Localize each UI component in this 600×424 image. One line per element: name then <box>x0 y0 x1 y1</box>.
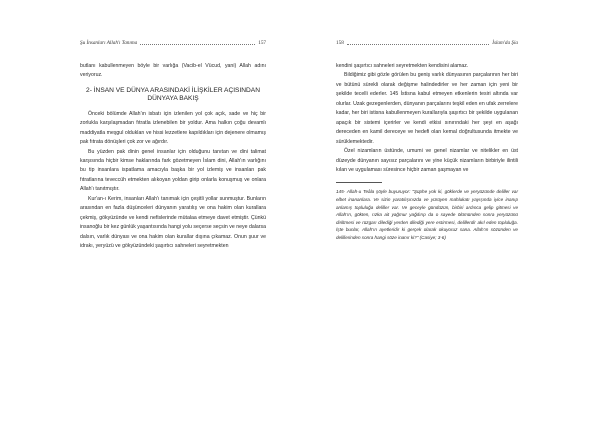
right-paragraph: Özel nizamların üstünde, umumi ve genel nizamlar ve nitelikler en üst düzeyde dünyanın sayısız parçalarını ve yine küçük nizamların birbiriyle ilintili kılan ve uygulaması süresince hiçbir zaman şaşmayan ve <box>336 148 518 173</box>
right-running-head <box>336 40 518 46</box>
left-page-number: 157 <box>258 40 266 46</box>
right-paragraph-continued: kendini şaşırtıcı sahneleri seyretmekten kendisini alamaz. <box>336 63 469 69</box>
left-running-head-title: Şu İnsanları Allah'ı Tanıma <box>80 40 138 46</box>
footnote-divider <box>336 182 382 183</box>
right-page-number: 158 <box>336 40 344 46</box>
left-paragraph: Bu yüzden pak dinin genel insanlar için olduğunu tanıtan ve dini talimat karşısında hiçbir kimse haklarında fark gözetmeyen İslam dini, Allah'ın varlığını bu tip insanlara ispatlama amacıyla başka bir yol izlemiş ve insanları pak fıtratlarına teveccüh etmekten alıkoyan yoldan girip onlarla konuşmuş ve onlara Allah'ı tanıtmıştır. <box>80 148 266 193</box>
footnote: 145- Allah-u Teâla şöyle buyuruyor: "Şüphe yok ki, göklerde ve yeryüzünde deliller var elbet inananlara. Ve sizin yaratılışınızda ve yürüyen mahlukatı yayışında iyice inanıp anlamış topluluğa deliller var. Ve geceyle gündüzün, birbiri ardınca gelip gitmesi ve Allah'ın, gökten, rızka ait yağmur yağdırıp da o sayede ölümünden sonra yeryüzünü diriltmesi ve rüzgarı dilediği yerden dilediği yere estirmesi, delillerdir akıl eden topluluğa. İşte bunlar, Allah'ın ayetleridir ki gerçek olarak okuyoruz sana. Allah'ın sözünden ve delillerinden sonra hangi söze inanır ki?" (Casiye; 3-6) <box>336 189 518 240</box>
left-running-head <box>80 40 266 46</box>
section-heading: 2- İNSAN VE DÜNYA ARASINDAKİ İLİŞKİLER AÇISINDAN DÜNYAYA BAKIŞ <box>86 86 260 103</box>
leader-dots <box>347 41 489 45</box>
left-paragraph: Önceki bölümde Allah'ın isbatı için izlenilen yol çok açık, sade ve hiç bir zorlukla karşılaşmadan fıtratla izlenebilen bir yoldur. Ama halkın çoğu devamlı maddiyatla meşgul oldukları ve hissi lezzetlere kapıldıkları için dejenere olmamış pak fıtrata dönüşleri çok zor ve ağırdır. <box>80 110 266 146</box>
left-paragraph-continued: butlanı kabullenmeyen böyle bir varlığa (Vacib-el Vücud, yani) Allah adını veriyoruz. <box>80 63 266 79</box>
right-paragraph: Bildiğimiz gibi gözle görülen bu geniş varlık dünyasının parçalarının her biri ve bütünü sürekli olarak değişme halindedirler ve her zaman için yeni bir şekilde tecelli ederler. 145 İstisna kabul etmeyen etkenlerin tesiri altında var olurlar. Uzak gezegenlerden, dünyanın parçalarını teşkil eden en ufak zerrelere kadar, her biri istisna kabullenmeyen kurallarıyla şaşırtıcı bir şekilde uygulanan apaçık bir sistemi içerirler ve kendi etkisi sınırındaki her şeyi en aşağı dereceden en kamil dereceye ve hedefi olan kemal doğrultusunda itmekte ve sürüklemektedir. <box>336 72 518 145</box>
right-page <box>300 0 600 424</box>
right-running-head-title: İslam'da Şia <box>492 40 518 46</box>
left-paragraph: Kur'an-ı Kerim, insanları Allah'ı tanımak için çeşitli yollar sunmuştur. Bunların arasından en fazla düşünceleri dünyanın yaratılış ve ona hakim olan kurallara çekmiş, gökyüzünde ve kendi nefislerinde mütalaa etmeye davet etmiştir. Çünkü insanoğlu bir kez günlük yaşantısında hangi yolu seçerse seçsin ve neye dalarsa dalsın, varlık dünyası ve ona hakim olan kurallar dışına çıkamaz. Onun şuur ve idrakı, yeryüzü ve gökyüzündeki şaşırtıcı sahneleri seyretmekten <box>80 195 266 250</box>
leader-dots <box>140 41 255 45</box>
